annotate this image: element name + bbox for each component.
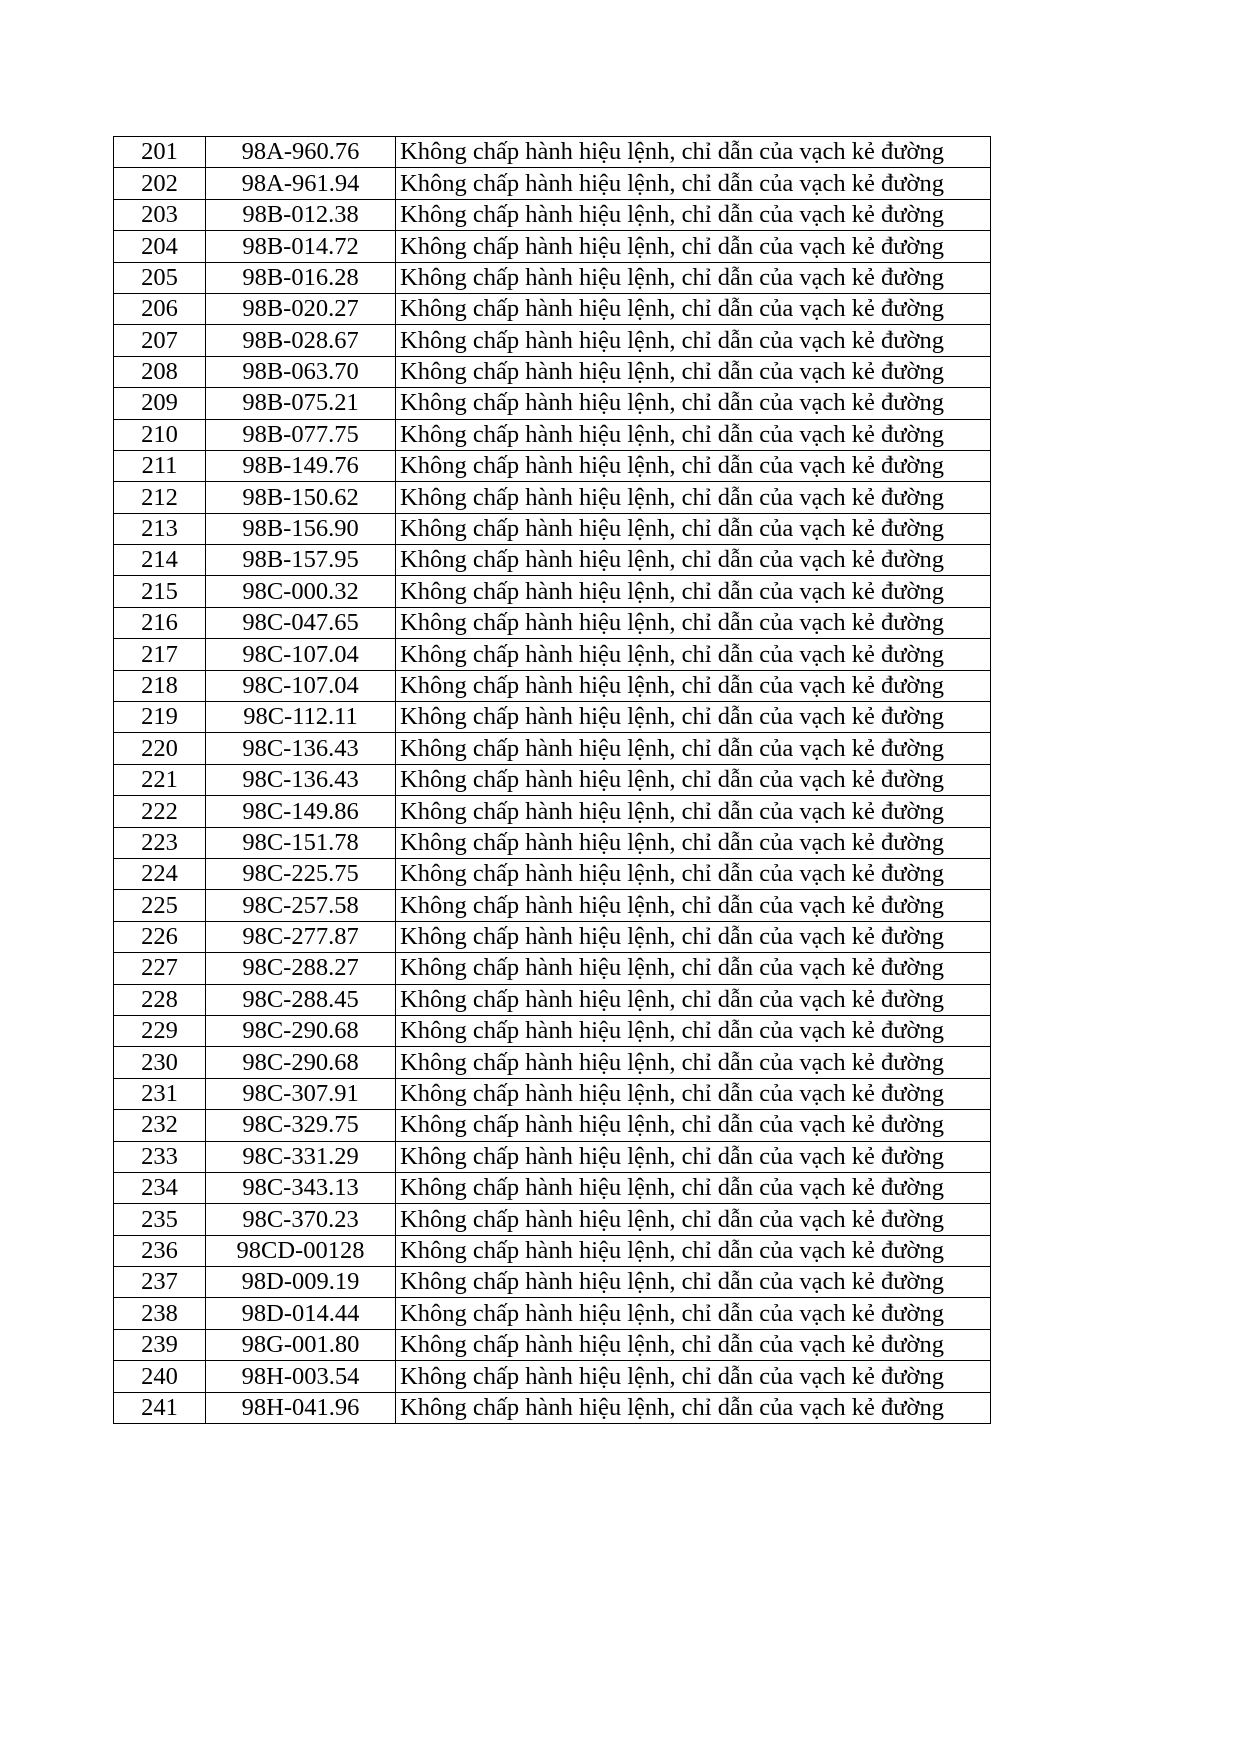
table-row (114, 1329, 991, 1360)
cell-violation-description: Không chấp hành hiệu lệnh, chỉ dẫn của vạch kẻ đường (396, 607, 991, 638)
table-row (114, 1141, 991, 1172)
cell-index: 203 (114, 199, 206, 230)
cell-index: 240 (114, 1361, 206, 1392)
cell-violation-description: Không chấp hành hiệu lệnh, chỉ dẫn của vạch kẻ đường (396, 702, 991, 733)
cell-index: 233 (114, 1141, 206, 1172)
table-row (114, 984, 991, 1015)
table-row (114, 733, 991, 764)
cell-violation-description: Không chấp hành hiệu lệnh, chỉ dẫn của vạch kẻ đường (396, 1110, 991, 1141)
cell-license-plate: 98C-288.27 (206, 953, 396, 984)
table-row (114, 388, 991, 419)
violation-table-body (114, 137, 991, 1424)
table-row (114, 1110, 991, 1141)
cell-index: 202 (114, 168, 206, 199)
cell-license-plate: 98C-257.58 (206, 890, 396, 921)
cell-license-plate: 98C-107.04 (206, 670, 396, 701)
cell-index: 211 (114, 450, 206, 481)
cell-index: 225 (114, 890, 206, 921)
cell-license-plate: 98C-112.11 (206, 702, 396, 733)
cell-index: 222 (114, 796, 206, 827)
cell-license-plate: 98A-961.94 (206, 168, 396, 199)
cell-license-plate: 98C-290.68 (206, 1047, 396, 1078)
cell-index: 204 (114, 231, 206, 262)
table-row (114, 325, 991, 356)
cell-index: 207 (114, 325, 206, 356)
cell-license-plate: 98D-014.44 (206, 1298, 396, 1329)
cell-violation-description: Không chấp hành hiệu lệnh, chỉ dẫn của vạch kẻ đường (396, 1392, 991, 1423)
cell-violation-description: Không chấp hành hiệu lệnh, chỉ dẫn của vạch kẻ đường (396, 262, 991, 293)
cell-license-plate: 98B-014.72 (206, 231, 396, 262)
cell-license-plate: 98C-331.29 (206, 1141, 396, 1172)
table-row (114, 1392, 991, 1423)
cell-license-plate: 98C-370.23 (206, 1204, 396, 1235)
table-row (114, 827, 991, 858)
cell-index: 234 (114, 1172, 206, 1203)
cell-index: 229 (114, 1015, 206, 1046)
cell-index: 227 (114, 953, 206, 984)
cell-index: 237 (114, 1267, 206, 1298)
cell-violation-description: Không chấp hành hiệu lệnh, chỉ dẫn của vạch kẻ đường (396, 1172, 991, 1203)
cell-license-plate: 98C-343.13 (206, 1172, 396, 1203)
cell-violation-description: Không chấp hành hiệu lệnh, chỉ dẫn của vạch kẻ đường (396, 388, 991, 419)
cell-violation-description: Không chấp hành hiệu lệnh, chỉ dẫn của vạch kẻ đường (396, 325, 991, 356)
cell-index: 228 (114, 984, 206, 1015)
cell-index: 209 (114, 388, 206, 419)
cell-violation-description: Không chấp hành hiệu lệnh, chỉ dẫn của vạch kẻ đường (396, 1361, 991, 1392)
cell-violation-description: Không chấp hành hiệu lệnh, chỉ dẫn của vạch kẻ đường (396, 858, 991, 889)
cell-license-plate: 98C-225.75 (206, 858, 396, 889)
table-row (114, 482, 991, 513)
cell-index: 216 (114, 607, 206, 638)
cell-license-plate: 98B-157.95 (206, 545, 396, 576)
cell-license-plate: 98B-020.27 (206, 293, 396, 324)
table-row (114, 1078, 991, 1109)
table-row (114, 419, 991, 450)
table-row (114, 231, 991, 262)
cell-license-plate: 98B-012.38 (206, 199, 396, 230)
cell-index: 235 (114, 1204, 206, 1235)
cell-index: 220 (114, 733, 206, 764)
cell-violation-description: Không chấp hành hiệu lệnh, chỉ dẫn của vạch kẻ đường (396, 450, 991, 481)
table-row (114, 670, 991, 701)
cell-violation-description: Không chấp hành hiệu lệnh, chỉ dẫn của vạch kẻ đường (396, 356, 991, 387)
cell-violation-description: Không chấp hành hiệu lệnh, chỉ dẫn của vạch kẻ đường (396, 953, 991, 984)
table-row (114, 953, 991, 984)
cell-violation-description: Không chấp hành hiệu lệnh, chỉ dẫn của vạch kẻ đường (396, 1015, 991, 1046)
cell-index: 232 (114, 1110, 206, 1141)
table-row (114, 576, 991, 607)
cell-license-plate: 98C-136.43 (206, 733, 396, 764)
table-row (114, 199, 991, 230)
cell-violation-description: Không chấp hành hiệu lệnh, chỉ dẫn của vạch kẻ đường (396, 1078, 991, 1109)
cell-license-plate: 98C-000.32 (206, 576, 396, 607)
cell-license-plate: 98B-156.90 (206, 513, 396, 544)
cell-violation-description: Không chấp hành hiệu lệnh, chỉ dẫn của vạch kẻ đường (396, 827, 991, 858)
cell-violation-description: Không chấp hành hiệu lệnh, chỉ dẫn của vạch kẻ đường (396, 1141, 991, 1172)
cell-license-plate: 98C-277.87 (206, 921, 396, 952)
cell-license-plate: 98C-288.45 (206, 984, 396, 1015)
cell-license-plate: 98H-003.54 (206, 1361, 396, 1392)
table-row (114, 262, 991, 293)
cell-violation-description: Không chấp hành hiệu lệnh, chỉ dẫn của vạch kẻ đường (396, 733, 991, 764)
cell-violation-description: Không chấp hành hiệu lệnh, chỉ dẫn của vạch kẻ đường (396, 764, 991, 795)
cell-violation-description: Không chấp hành hiệu lệnh, chỉ dẫn của vạch kẻ đường (396, 482, 991, 513)
cell-index: 224 (114, 858, 206, 889)
table-row (114, 356, 991, 387)
cell-index: 226 (114, 921, 206, 952)
cell-index: 218 (114, 670, 206, 701)
cell-index: 238 (114, 1298, 206, 1329)
table-row (114, 639, 991, 670)
table-row (114, 1267, 991, 1298)
cell-license-plate: 98B-077.75 (206, 419, 396, 450)
table-row (114, 513, 991, 544)
table-row (114, 1204, 991, 1235)
table-row (114, 1235, 991, 1266)
table-row (114, 607, 991, 638)
cell-license-plate: 98C-290.68 (206, 1015, 396, 1046)
cell-violation-description: Không chấp hành hiệu lệnh, chỉ dẫn của vạch kẻ đường (396, 1267, 991, 1298)
cell-license-plate: 98B-063.70 (206, 356, 396, 387)
table-row (114, 1015, 991, 1046)
cell-license-plate: 98B-016.28 (206, 262, 396, 293)
table-row (114, 702, 991, 733)
cell-violation-description: Không chấp hành hiệu lệnh, chỉ dẫn của vạch kẻ đường (396, 545, 991, 576)
cell-license-plate: 98C-136.43 (206, 764, 396, 795)
cell-license-plate: 98B-075.21 (206, 388, 396, 419)
cell-violation-description: Không chấp hành hiệu lệnh, chỉ dẫn của vạch kẻ đường (396, 670, 991, 701)
cell-license-plate: 98C-151.78 (206, 827, 396, 858)
cell-index: 213 (114, 513, 206, 544)
cell-license-plate: 98B-028.67 (206, 325, 396, 356)
cell-license-plate: 98C-329.75 (206, 1110, 396, 1141)
cell-violation-description: Không chấp hành hiệu lệnh, chỉ dẫn của vạch kẻ đường (396, 231, 991, 262)
cell-violation-description: Không chấp hành hiệu lệnh, chỉ dẫn của vạch kẻ đường (396, 1298, 991, 1329)
table-row (114, 890, 991, 921)
cell-license-plate: 98G-001.80 (206, 1329, 396, 1360)
cell-license-plate: 98B-149.76 (206, 450, 396, 481)
table-row (114, 1298, 991, 1329)
table-row (114, 858, 991, 889)
cell-index: 230 (114, 1047, 206, 1078)
cell-index: 221 (114, 764, 206, 795)
cell-index: 217 (114, 639, 206, 670)
table-row (114, 1172, 991, 1203)
cell-violation-description: Không chấp hành hiệu lệnh, chỉ dẫn của vạch kẻ đường (396, 921, 991, 952)
cell-violation-description: Không chấp hành hiệu lệnh, chỉ dẫn của vạch kẻ đường (396, 137, 991, 168)
cell-license-plate: 98H-041.96 (206, 1392, 396, 1423)
cell-index: 205 (114, 262, 206, 293)
cell-violation-description: Không chấp hành hiệu lệnh, chỉ dẫn của vạch kẻ đường (396, 984, 991, 1015)
cell-violation-description: Không chấp hành hiệu lệnh, chỉ dẫn của vạch kẻ đường (396, 796, 991, 827)
cell-violation-description: Không chấp hành hiệu lệnh, chỉ dẫn của vạch kẻ đường (396, 1235, 991, 1266)
table-row (114, 796, 991, 827)
cell-license-plate: 98C-047.65 (206, 607, 396, 638)
cell-violation-description: Không chấp hành hiệu lệnh, chỉ dẫn của vạch kẻ đường (396, 1204, 991, 1235)
cell-index: 239 (114, 1329, 206, 1360)
table-row (114, 921, 991, 952)
cell-violation-description: Không chấp hành hiệu lệnh, chỉ dẫn của vạch kẻ đường (396, 199, 991, 230)
table-row (114, 1361, 991, 1392)
cell-index: 212 (114, 482, 206, 513)
cell-index: 206 (114, 293, 206, 324)
cell-index: 219 (114, 702, 206, 733)
table-row (114, 168, 991, 199)
cell-violation-description: Không chấp hành hiệu lệnh, chỉ dẫn của vạch kẻ đường (396, 1047, 991, 1078)
cell-index: 236 (114, 1235, 206, 1266)
table-row (114, 450, 991, 481)
cell-index: 214 (114, 545, 206, 576)
cell-license-plate: 98CD-00128 (206, 1235, 396, 1266)
table-row (114, 293, 991, 324)
cell-index: 210 (114, 419, 206, 450)
cell-license-plate: 98B-150.62 (206, 482, 396, 513)
cell-license-plate: 98C-107.04 (206, 639, 396, 670)
cell-license-plate: 98C-307.91 (206, 1078, 396, 1109)
cell-license-plate: 98A-960.76 (206, 137, 396, 168)
cell-index: 208 (114, 356, 206, 387)
cell-violation-description: Không chấp hành hiệu lệnh, chỉ dẫn của vạch kẻ đường (396, 419, 991, 450)
cell-index: 231 (114, 1078, 206, 1109)
cell-violation-description: Không chấp hành hiệu lệnh, chỉ dẫn của vạch kẻ đường (396, 890, 991, 921)
cell-violation-description: Không chấp hành hiệu lệnh, chỉ dẫn của vạch kẻ đường (396, 576, 991, 607)
cell-violation-description: Không chấp hành hiệu lệnh, chỉ dẫn của vạch kẻ đường (396, 513, 991, 544)
cell-license-plate: 98C-149.86 (206, 796, 396, 827)
table-row (114, 1047, 991, 1078)
table-row (114, 764, 991, 795)
table-row (114, 137, 991, 168)
cell-license-plate: 98D-009.19 (206, 1267, 396, 1298)
cell-violation-description: Không chấp hành hiệu lệnh, chỉ dẫn của vạch kẻ đường (396, 293, 991, 324)
cell-index: 215 (114, 576, 206, 607)
cell-index: 201 (114, 137, 206, 168)
cell-index: 241 (114, 1392, 206, 1423)
table-row (114, 545, 991, 576)
violation-table (113, 136, 991, 1424)
cell-violation-description: Không chấp hành hiệu lệnh, chỉ dẫn của vạch kẻ đường (396, 1329, 991, 1360)
cell-violation-description: Không chấp hành hiệu lệnh, chỉ dẫn của vạch kẻ đường (396, 639, 991, 670)
cell-index: 223 (114, 827, 206, 858)
cell-violation-description: Không chấp hành hiệu lệnh, chỉ dẫn của vạch kẻ đường (396, 168, 991, 199)
